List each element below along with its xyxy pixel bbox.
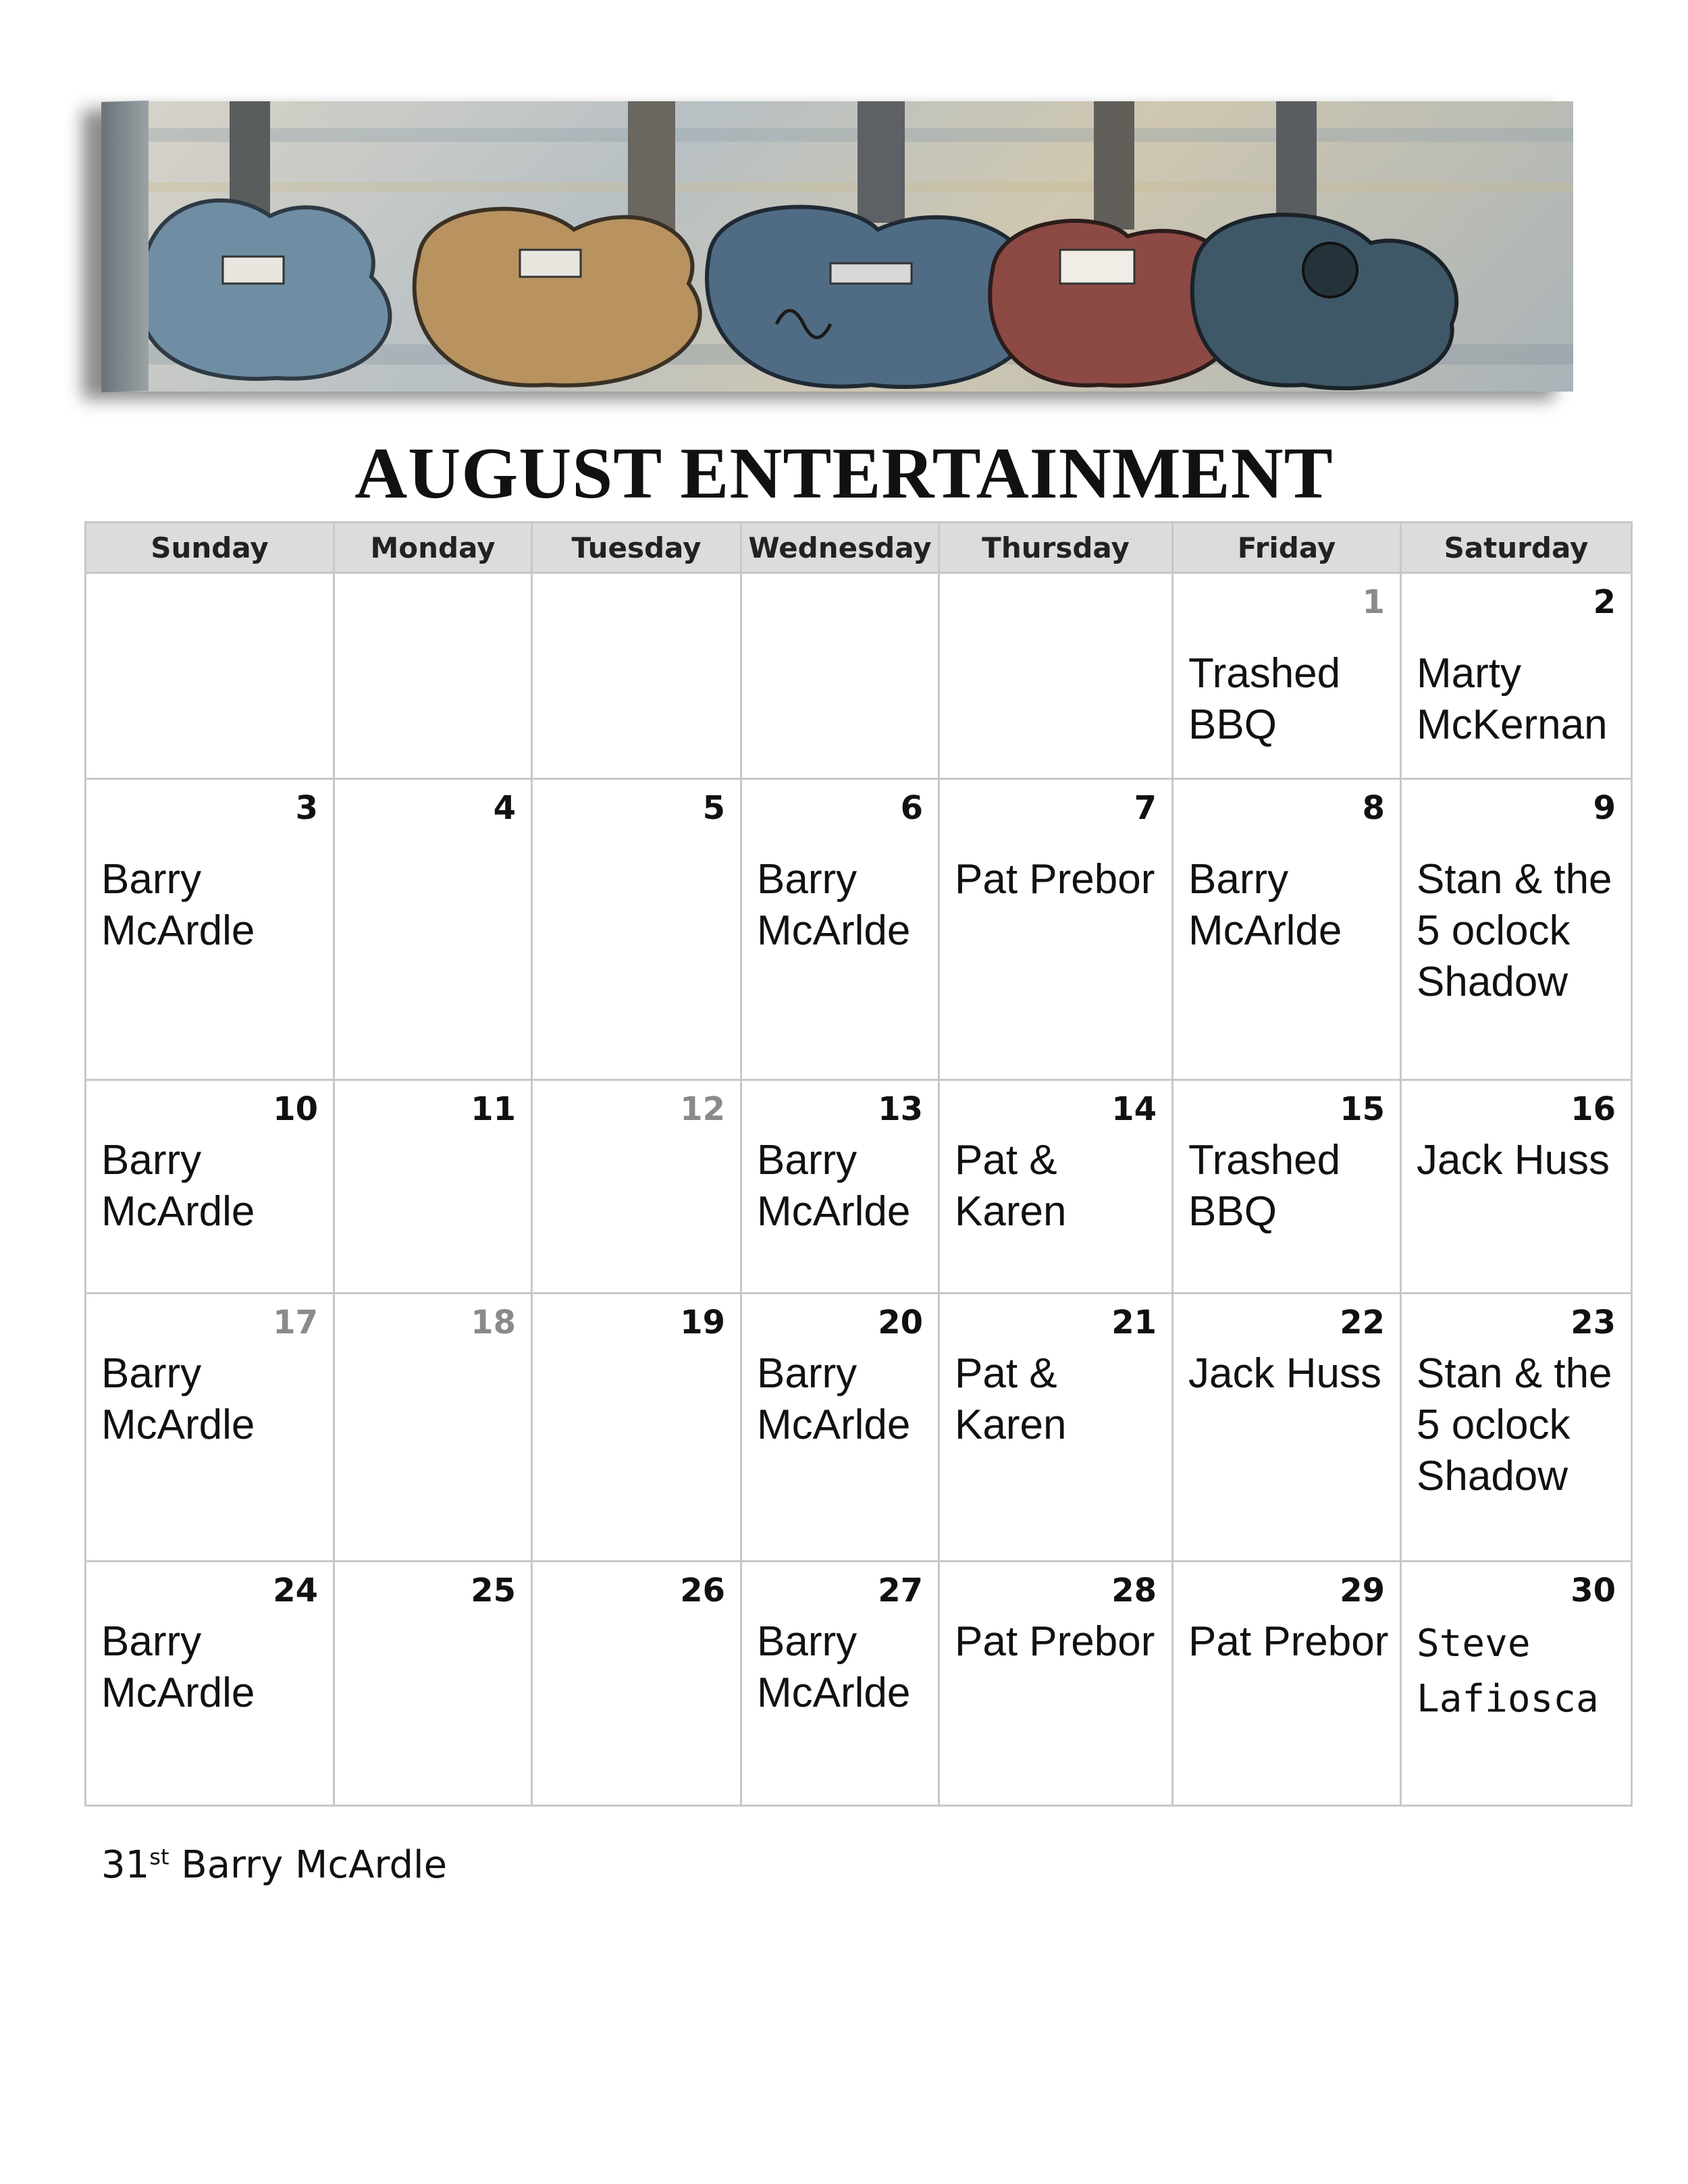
calendar-day-cell <box>741 1080 939 1294</box>
event-name: Jack Huss <box>1417 1137 1610 1183</box>
calendar-day-cell <box>939 1294 1173 1562</box>
calendar-week-row <box>86 573 1632 779</box>
calendar-day-cell <box>334 779 532 1080</box>
calendar-day-cell <box>334 573 532 779</box>
day-number: 27 <box>878 1572 923 1609</box>
calendar-day-cell <box>334 1080 532 1294</box>
event-name: Barry McArlde <box>1188 856 1342 954</box>
footnote-suffix: st <box>149 1844 169 1870</box>
calendar-day-cell <box>1401 1080 1632 1294</box>
footnote-text: Barry McArdle <box>181 1843 448 1887</box>
calendar-day-cell <box>1173 573 1401 779</box>
calendar-day-cell <box>1401 1562 1632 1806</box>
event-name: Pat Prebor <box>955 856 1155 903</box>
calendar-week-row <box>86 1080 1632 1294</box>
guitars-painting-banner <box>101 101 1573 392</box>
event-name: Barry McArlde <box>757 856 911 954</box>
day-number: 7 <box>1134 789 1157 827</box>
calendar-day-cell <box>1173 779 1401 1080</box>
event-name: Marty McKernan <box>1417 650 1608 748</box>
calendar-week-row <box>86 779 1632 1080</box>
event-name: Pat & Karen <box>955 1350 1067 1448</box>
event-name: Barry McArlde <box>757 1350 911 1448</box>
calendar-day-cell <box>939 1562 1173 1806</box>
day-number: 5 <box>702 789 725 827</box>
weekday-header: Friday <box>1173 523 1401 573</box>
calendar-day-cell <box>86 779 334 1080</box>
calendar-grid <box>84 521 1633 1807</box>
calendar-day-cell <box>939 573 1173 779</box>
calendar-day-cell <box>86 573 334 779</box>
weekday-header: Tuesday <box>532 523 741 573</box>
calendar-day-cell <box>334 1562 532 1806</box>
day-number: 1 <box>1362 583 1385 621</box>
day-number: 23 <box>1571 1304 1616 1341</box>
day-number: 28 <box>1111 1572 1157 1609</box>
event-name: Steve Lafiosca <box>1417 1622 1599 1721</box>
calendar-week-row <box>86 1294 1632 1562</box>
day-number: 14 <box>1111 1090 1157 1128</box>
event-name: Barry McArdle <box>101 1618 255 1716</box>
event-name: Trashed BBQ <box>1188 1137 1341 1235</box>
calendar-day-cell <box>741 1562 939 1806</box>
weekday-header: Saturday <box>1401 523 1632 573</box>
calendar-day-cell <box>334 1294 532 1562</box>
footnote-day: 31 <box>101 1843 150 1887</box>
event-name: Barry McArdle <box>101 856 255 954</box>
weekday-header: Wednesday <box>741 523 939 573</box>
weekday-header-row <box>86 523 1632 573</box>
calendar-day-cell <box>86 1294 334 1562</box>
guitars-icon <box>101 101 1573 392</box>
calendar-day-cell <box>532 779 741 1080</box>
calendar-day-cell <box>1173 1294 1401 1562</box>
calendar-day-cell <box>1401 1294 1632 1562</box>
day-number: 25 <box>471 1572 516 1609</box>
event-name: Trashed BBQ <box>1188 650 1341 748</box>
day-number: 21 <box>1111 1304 1157 1341</box>
day-number: 30 <box>1571 1572 1616 1609</box>
calendar-day-cell <box>532 1562 741 1806</box>
event-name: Jack Huss <box>1188 1350 1381 1397</box>
event-name: Barry McArlde <box>757 1618 911 1716</box>
day-number: 19 <box>680 1304 725 1341</box>
event-name: Barry McArdle <box>101 1350 255 1448</box>
footnote <box>101 1843 447 1887</box>
day-number: 15 <box>1340 1090 1385 1128</box>
calendar-day-cell <box>532 573 741 779</box>
event-name: Barry McArlde <box>757 1137 911 1235</box>
calendar-day-cell <box>1401 779 1632 1080</box>
event-name: Barry McArdle <box>101 1137 255 1235</box>
day-number: 17 <box>273 1304 318 1341</box>
event-name: Pat Prebor <box>955 1618 1155 1665</box>
day-number: 26 <box>680 1572 725 1609</box>
calendar-day-cell <box>741 573 939 779</box>
calendar-day-cell <box>939 779 1173 1080</box>
day-number: 2 <box>1593 583 1616 621</box>
day-number: 29 <box>1340 1572 1385 1609</box>
day-number: 11 <box>471 1090 516 1128</box>
day-number: 9 <box>1593 789 1616 827</box>
calendar-day-cell <box>741 1294 939 1562</box>
day-number: 3 <box>295 789 318 827</box>
event-name: Pat & Karen <box>955 1137 1067 1235</box>
day-number: 24 <box>273 1572 318 1609</box>
calendar-day-cell <box>1173 1080 1401 1294</box>
calendar-day-cell <box>1173 1562 1401 1806</box>
day-number: 4 <box>493 789 516 827</box>
event-name: Stan & the 5 oclock Shadow <box>1417 1350 1612 1499</box>
day-number: 10 <box>273 1090 318 1128</box>
day-number: 13 <box>878 1090 923 1128</box>
day-number: 18 <box>471 1304 516 1341</box>
day-number: 16 <box>1571 1090 1616 1128</box>
weekday-header: Sunday <box>86 523 334 573</box>
weekday-header: Thursday <box>939 523 1173 573</box>
calendar-week-row <box>86 1562 1632 1806</box>
day-number: 6 <box>900 789 923 827</box>
event-name: Pat Prebor <box>1188 1618 1389 1665</box>
day-number: 12 <box>680 1090 725 1128</box>
calendar-day-cell <box>939 1080 1173 1294</box>
calendar-day-cell <box>741 779 939 1080</box>
day-number: 22 <box>1340 1304 1385 1341</box>
calendar-day-cell <box>532 1294 741 1562</box>
calendar-day-cell <box>1401 573 1632 779</box>
day-number: 8 <box>1362 789 1385 827</box>
weekday-header: Monday <box>334 523 532 573</box>
calendar-day-cell <box>532 1080 741 1294</box>
event-name: Stan & the 5 oclock Shadow <box>1417 856 1612 1005</box>
page-title: AUGUST ENTERTAINMENT <box>354 433 1334 514</box>
day-number: 20 <box>878 1304 923 1341</box>
banner-canvas-edge <box>101 101 149 392</box>
calendar-day-cell <box>86 1562 334 1806</box>
calendar-day-cell <box>86 1080 334 1294</box>
